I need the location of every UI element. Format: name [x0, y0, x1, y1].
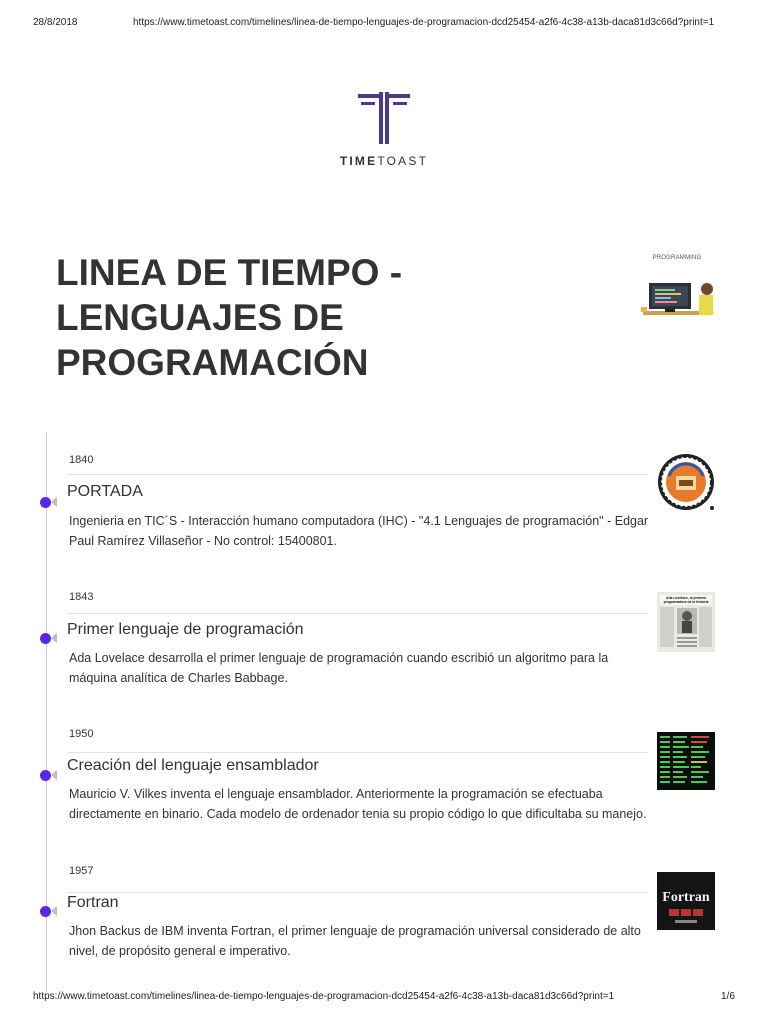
- newspaper-clipping-image: [657, 592, 715, 652]
- footer-url[interactable]: https://www.timetoast.com/timelines/linea-de-tiempo-lenguajes-de-programacion-dcd25454-a2f6-4c38-a13b-daca81d3c66d?print=1: [33, 991, 615, 1002]
- assembly-code-image: [657, 732, 715, 790]
- cover-image: [637, 255, 717, 331]
- event-title[interactable]: Primer lenguaje de programación: [67, 621, 304, 638]
- event-year: 1957: [69, 865, 94, 877]
- newspaper-headline-text: programadora de la historia: [663, 600, 709, 604]
- print-date: 28/8/2018: [33, 17, 78, 28]
- logo-wordmark: [334, 154, 434, 168]
- event-divider: [67, 474, 647, 475]
- timeline-arrow-icon: [51, 770, 57, 780]
- event-year: 1840: [69, 454, 94, 466]
- event-description: Ingenieria en TIC´S - Interacción humano computadora (IHC) - "4.1 Lenguajes de programación" - Edgar Paul Ramírez Villaseñor - No control: 15400801.: [69, 514, 649, 548]
- print-url[interactable]: https://www.timetoast.com/timelines/linea-de-tiempo-lenguajes-de-programacion-dcd25454-a2f6-4c38-a13b-daca81d3c66d?print=1: [133, 17, 715, 28]
- programmer-at-computer-image: [637, 277, 717, 331]
- event-description: Ada Lovelace desarrolla el primer lenguaje de programación cuando escribió un algoritmo para la máquina analítica de Charles Babbage.: [69, 651, 609, 685]
- timeline-dot-icon: [40, 770, 51, 781]
- institute-seal-image: [657, 452, 717, 514]
- event-title[interactable]: Fortran: [67, 894, 119, 911]
- timeline-dot-icon: [40, 633, 51, 644]
- newspaper-headline-text: Ada Lovelace, la primera: [666, 596, 706, 600]
- event-title[interactable]: Creación del lenguaje ensamblador: [67, 757, 319, 774]
- timeline-arrow-icon: [51, 497, 57, 507]
- title-line-1: LINEA DE TIEMPO -: [56, 252, 403, 293]
- event-description: Mauricio V. Vilkes inventa el lenguaje ensamblador. Anteriormente la programación se efectuaba directamente en binario. Cada modelo de ordenador tenia su propio código lo que dificultaba su manejo.: [69, 787, 647, 821]
- timeline-arrow-icon: [51, 633, 57, 643]
- timeline-dot-icon: [40, 906, 51, 917]
- event-title[interactable]: PORTADA: [67, 483, 143, 500]
- logo-word-bold: TIME: [339, 154, 378, 168]
- timeline-dot-icon: [40, 497, 51, 508]
- title-line-2: LENGUAJES DE: [56, 297, 344, 338]
- page-title: [56, 250, 616, 385]
- logo-word-light: TOAST: [377, 154, 429, 168]
- timeline-arrow-icon: [51, 906, 57, 916]
- event-divider: [67, 892, 647, 893]
- fortran-book-title: Fortran: [662, 890, 710, 905]
- event-divider: [67, 752, 647, 753]
- event-divider: [67, 613, 647, 614]
- fortran-book-image: [657, 872, 715, 930]
- timetoast-logo[interactable]: [334, 92, 434, 168]
- event-year: 1843: [69, 591, 94, 603]
- title-line-3: PROGRAMACIÓN: [56, 342, 369, 383]
- timetoast-t-logo-icon: [358, 92, 410, 144]
- event-description: Jhon Backus de IBM inventa Fortran, el primer lenguaje de programación universal considerado de alto nivel, de propósito general e imperativo.: [69, 924, 641, 958]
- cover-caption: PROGRAMMING: [652, 255, 702, 261]
- page-number: 1/6: [721, 991, 735, 1002]
- event-year: 1950: [69, 728, 94, 740]
